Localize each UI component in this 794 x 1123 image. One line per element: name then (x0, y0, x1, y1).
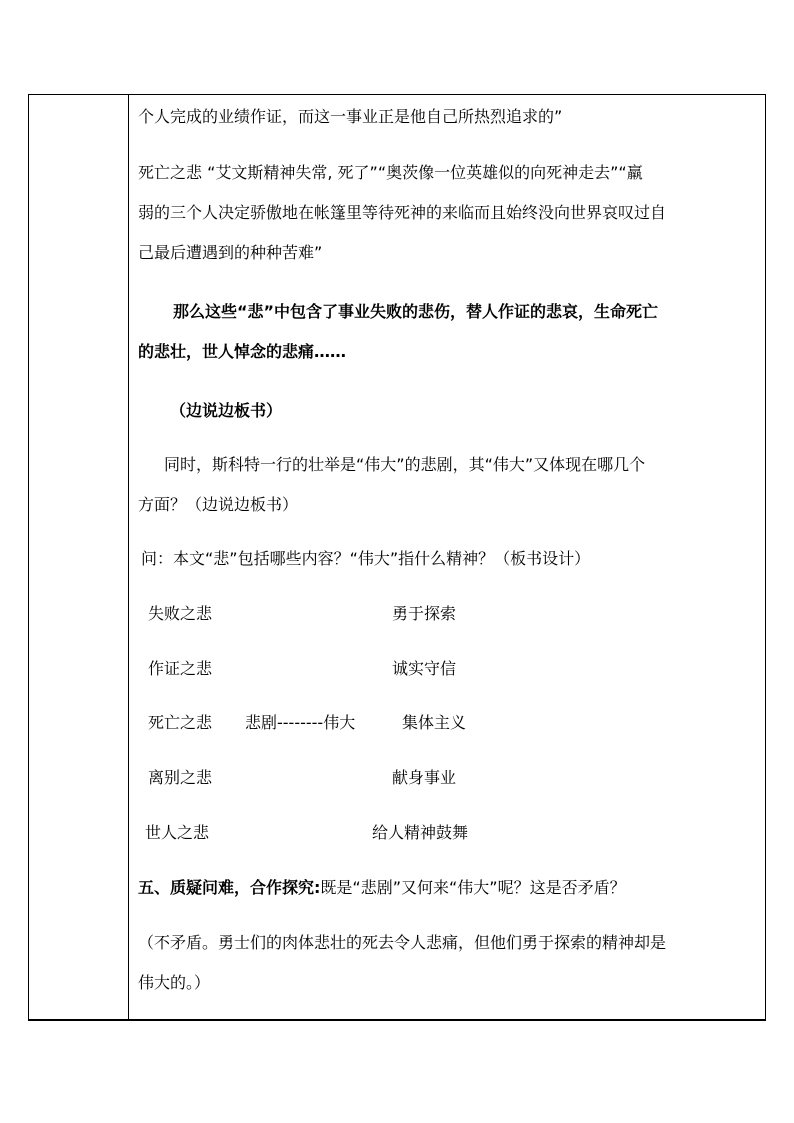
section-heading: 五、质疑问难，合作探究: (138, 878, 321, 897)
board-note: （边说边板书） (170, 401, 283, 420)
table-bottom-border (28, 1019, 766, 1021)
column-divider (128, 95, 129, 1019)
board-item-right: 给人精神鼓舞 (372, 823, 469, 842)
paragraph-line: 方面？（边说边板书） (138, 495, 299, 514)
answer-line: 伟大的。） (138, 973, 211, 992)
section-line (138, 872, 626, 904)
section-question: 既是“悲剧”又何来“伟大”呢？这是否矛盾？ (320, 878, 626, 897)
paragraph-line: 弱的三个人决定骄傲地在帐篷里等待死神的来临而且始终没向世界哀叹过自 (138, 203, 667, 222)
paragraph-line-bold: 那么这些“悲”中包含了事业失败的悲伤，替人作证的悲哀，生命死亡 (173, 302, 659, 321)
paragraph-line: 个人完成的业绩作证，而这一事业正是他自己所热烈追求的” (138, 107, 563, 126)
question-line: 问：本文“悲”包括哪些内容？“伟大”指什么精神？（板书设计） (141, 549, 591, 568)
paragraph-line: 同时，斯科特一行的壮举是“伟大”的悲剧，其“伟大”又体现在哪几个 (164, 455, 646, 474)
board-item-right: 集体主义 (402, 713, 467, 732)
paragraph-line: 死亡之悲 “艾文斯精神失常, 死了”“奥茨像一位英雄似的向死神走去”“羸 (138, 163, 643, 182)
paragraph-line: 己最后遭遇到的种种苦难” (138, 243, 323, 262)
board-item-right: 诚实守信 (392, 659, 457, 678)
board-item-left: 离别之悲 (148, 768, 213, 787)
board-item-left: 死亡之悲 (148, 713, 213, 732)
board-item-right: 献身事业 (392, 768, 457, 787)
board-item-left: 失败之悲 (148, 604, 213, 623)
answer-line: （不矛盾。勇士们的肉体悲壮的死去令人悲痛，但他们勇于探索的精神却是 (138, 933, 667, 952)
paragraph-line-bold: 的悲壮，世人悼念的悲痛…… (138, 342, 347, 361)
board-item-left: 世人之悲 (145, 823, 210, 842)
board-item-mid: 悲剧--------伟大 (245, 713, 356, 732)
board-item-left: 作证之悲 (148, 659, 213, 678)
board-item-right: 勇于探索 (392, 604, 457, 623)
